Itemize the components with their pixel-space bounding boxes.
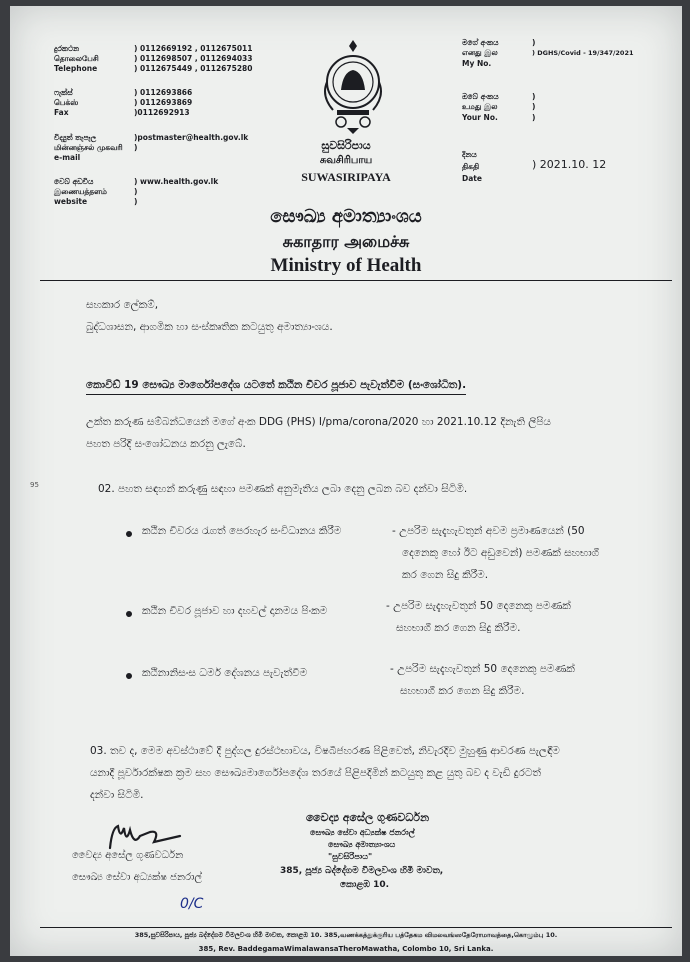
fax-label-ta: பெக்ஸ் xyxy=(54,98,79,107)
website-label-ta: இணையத்தளம் xyxy=(54,187,107,196)
suwasiripaya-ta: சுவசிரிபாய xyxy=(319,155,373,166)
my-no-line-1: ) xyxy=(532,38,536,47)
ministry-title-en: Ministry of Health xyxy=(270,255,422,276)
item-1-condition-line-3: කර ගෙන සිදු කිරීම. xyxy=(402,569,489,581)
telephone-line-3: ) 0112675449 , 0112675280 xyxy=(134,64,253,73)
email-label-en: e-mail xyxy=(54,153,81,162)
letter-page xyxy=(10,6,682,956)
email-label-ta: மின்னஞ்சல் முகவரி xyxy=(54,143,123,152)
intro-line-1: උක්ත කරුණ සම්බන්ධයෙන් මගේ අංක DDG (PHS) I/pma/corona/2020 හා 2021.10.12 දිනැති ලිපිය xyxy=(86,416,551,428)
your-no-label-ta: உமது இல xyxy=(462,102,498,111)
telephone-line-2: ) 0112698507 , 0112694033 xyxy=(134,54,253,63)
website-line-3: ) xyxy=(134,197,138,206)
telephone-line-1: ) 0112669192 , 0112675011 xyxy=(134,44,253,53)
subject-line: කොවිඩ් 19 සෞඛ්‍ය මාර්ගෝපදේශ යටතේ කඨින චීවර පූජාව පැවැත්වීම (සංශෝධිත). xyxy=(86,376,466,395)
date-label-en: Date xyxy=(462,174,482,183)
stamp-name: වෛද්‍ය අසේල ගුණවර්ධන xyxy=(306,811,430,824)
stamp-line-3: "සුවසිරිපාය" xyxy=(328,852,373,861)
website-line-1: ) www.health.gov.lk xyxy=(134,177,219,186)
para-02: 02. පහත සඳහන් කරුණු සඳහා පමණක් අනුමැතිය ලබා දෙනු ලබන බව දන්වා සිටිමි. xyxy=(98,483,468,495)
stamp-line-2: සෞඛ්‍ය අමාත්‍යාංශය xyxy=(328,840,396,849)
your-no-label-en: Your No. xyxy=(462,113,498,122)
fax-line-1: ) 0112693866 xyxy=(134,88,193,97)
bullet-dot xyxy=(126,611,132,617)
item-1-activity: කඨින චීවරය රැගත් පෙරහැර සංවිධානය කිරීම xyxy=(142,525,342,537)
website-label-si: වෙබ් අඩවිය xyxy=(54,177,94,186)
my-no-label-si: මගේ අංකය xyxy=(462,38,499,47)
fax-line-2: ) 0112693869 xyxy=(134,98,193,107)
fax-line-3: )0112692913 xyxy=(134,108,190,117)
intro-line-2: පහත පරිදි සංශෝධනය කරනු ලැබේ. xyxy=(86,438,246,450)
margin-mark: 95 xyxy=(30,481,39,489)
para-03-line-1: 03. තව ද, මෙම අවස්ථාවේ දී පුද්ගල දුරස්ථභාවය, විෂබීජහරණ පිළිවෙත්, නිවැරදිව මුහුණු ආවරණ පැලඳීම xyxy=(90,745,560,757)
stamp-address-line-1: 385, පූජ්‍ය බද්දේගම විමලවංශ හිමි මාවත, xyxy=(280,866,444,876)
footer-address-si-ta: 385,සුවසිරිපාය, පූජ්‍ය බද්දේගම විමලවංශ හිමි මාවත, කොළඹ 10. 385,வணக்கத்துக்குரிய பத்தேகம விமலவங்ஸதேரோமாவத்தை,கொழும்பு 10. xyxy=(134,931,558,939)
my-no-label-ta: எனது இல xyxy=(462,48,498,57)
item-3-activity: කඨිනානිසංස ධර්ම දේශනය පැවැත්වීම xyxy=(142,667,308,679)
telephone-label-en: Telephone xyxy=(54,64,98,73)
item-2-condition-line-2: සහභාගී කර ගෙන සිදු කිරීම. xyxy=(396,622,521,634)
your-no-line-3: ) xyxy=(532,113,536,122)
bullet-dot xyxy=(126,531,132,537)
addressee-line-2: බුද්ධශාසන, ආගමික හා සංස්කෘතික කටයුතු අමාත්‍යාංශය. xyxy=(86,321,333,333)
fax-label-en: Fax xyxy=(54,108,69,117)
suwasiripaya-si: සුවසිරිපාය xyxy=(321,139,371,152)
your-no-line-2: ) xyxy=(532,102,536,111)
telephone-label-si: දුරකථන xyxy=(54,44,80,53)
website-line-2: ) xyxy=(134,187,138,196)
website-label-en: website xyxy=(54,197,88,206)
item-3-condition-line-2: සහභාගී කර ගෙන සිදු කිරීම. xyxy=(400,685,525,697)
stamp-address-line-2: කොළඹ 10. xyxy=(340,880,390,890)
date-label-ta: திகதி xyxy=(462,162,480,171)
stamp-line-1: සෞඛ්‍ය සේවා අධ්‍යක්ෂ ජනරාල් xyxy=(310,828,415,837)
item-1-condition-line-2: දෙනෙකු හෝ ඊට අඩුවෙන්) පමණක් සහභාගී xyxy=(402,547,600,559)
handwritten-note: 0/C xyxy=(180,896,204,912)
your-no-label-si: ඔබේ අංකය xyxy=(462,92,499,101)
bullet-dot xyxy=(126,673,132,679)
suwasiripaya-en: SUWASIRIPAYA xyxy=(301,170,391,184)
email-line-2: ) xyxy=(134,143,138,152)
footer-address-en: 385, Rev. BaddegamaWimalawansaTheroMawatha, Colombo 10, Sri Lanka. xyxy=(198,945,494,953)
email-label-si: විද්‍යුත් තැපෑල xyxy=(54,133,97,142)
fax-label-si: ෆැක්ස් xyxy=(54,88,73,97)
government-emblem-icon xyxy=(313,36,393,136)
ministry-title-ta: சுகாதார அமைச்சு xyxy=(282,232,410,251)
date-value: ) 2021.10. 12 xyxy=(532,158,607,171)
email-line-1: )postmaster@health.gov.lk xyxy=(134,133,249,142)
item-2-condition-line-1: - උපරිම සැදැහැවතුන් 50 දෙනෙකු පමණක් xyxy=(386,600,571,612)
footer-divider xyxy=(40,927,672,928)
para-03-line-2: යනාදී පූර්වාරක්ෂක ක්‍රම සහ සෞඛ්‍යමාර්ගෝපදේශ තරයේ පිළිපදිමින් කටයුතු කළ යුතු බව ද වැඩි දුරටත් xyxy=(90,767,541,779)
telephone-label-ta: தொலைபேசி xyxy=(54,54,99,63)
my-no-value: ) DGHS/Covid - 19/347/2021 xyxy=(532,49,634,57)
my-no-label-en: My No. xyxy=(462,59,492,68)
item-2-activity: කඨින චීවර පූජාව හා දහවල් දානමය පිංකම xyxy=(142,605,328,617)
ministry-title-si: සෞඛ්‍ය අමාත්‍යාංශය xyxy=(270,206,422,227)
date-label-si: දිනය xyxy=(462,150,477,159)
your-no-line-1: ) xyxy=(532,92,536,101)
para-03-line-3: දන්වා සිටිමි. xyxy=(90,789,144,801)
signatory-name-left: වෛද්‍ය අසේල ගුණවර්ධන xyxy=(72,850,184,861)
addressee-line-1: සහකාර ලේකම්, xyxy=(86,299,159,311)
item-1-condition-line-1: - උපරිම සැදැහැවතුන් අවම ප්‍රමාණයෙන් (50 xyxy=(392,525,585,537)
header-divider xyxy=(40,280,672,281)
signatory-title-left: සෞඛ්‍ය සේවා අධ්‍යක්ෂ ජනරාල් xyxy=(72,872,203,883)
item-3-condition-line-1: - උපරිම සැදැහැවතුන් 50 දෙනෙකු පමණක් xyxy=(390,663,575,675)
